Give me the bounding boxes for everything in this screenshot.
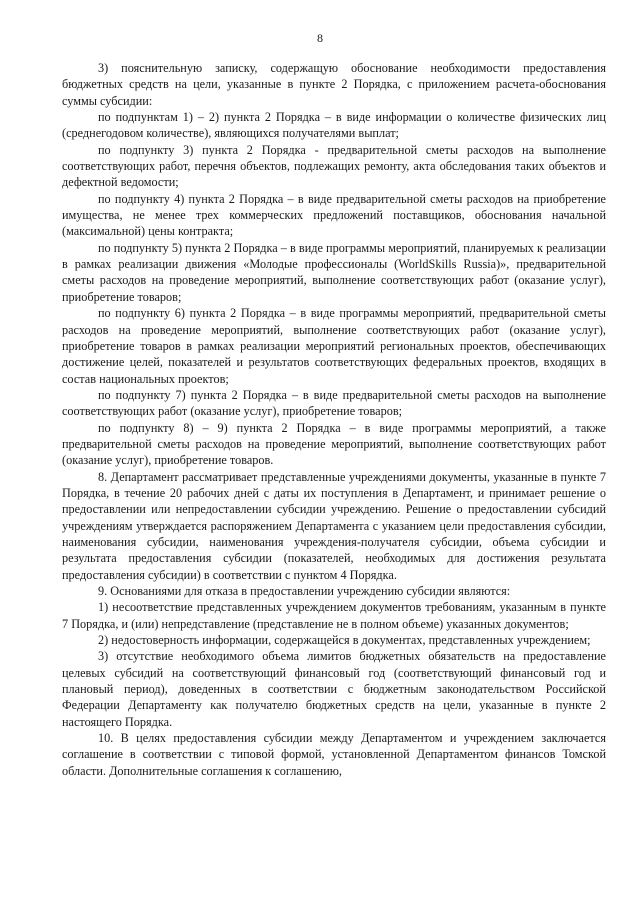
paragraph-subitem-6: по подпункту 6) пункта 2 Порядка – в виде программы мероприятий, предварительной сметы расходов на проведение мероприятий, выполнение соответствующих работ (оказание услуг), приобретение товаров в рамках реализации мероприятий региональных проектов, обеспечивающих достижение целей, показателей и результатов соответствующих федеральных проектов, входящих в состав национальных проектов; bbox=[62, 306, 606, 386]
paragraph-explanatory-note: 3) пояснительную записку, содержащую обоснование необходимости предоставления бюджетных средств на цели, указанные в пункте 2 Порядка, с приложением расчета-обоснования суммы субсидии: bbox=[62, 61, 606, 108]
paragraph-clause-10: 10. В целях предоставления субсидии между Департаментом и учреждением заключается соглашение в соответствии с типовой формой, установленной Департаментом финансов Томской области. Дополнительные соглашения к соглашению, bbox=[62, 731, 606, 778]
paragraph-subitems-1-2: по подпунктам 1) – 2) пункта 2 Порядка – в виде информации о количестве физических лиц (среднегодовом количестве), являющихся получателями выплат; bbox=[62, 110, 606, 141]
page-number: 8 bbox=[317, 31, 323, 45]
paragraph-clause-9: 9. Основаниями для отказа в предоставлении учреждению субсидии являются: bbox=[98, 584, 511, 598]
paragraph-subitems-8-9: по подпункту 8) – 9) пункта 2 Порядка – в виде программы мероприятий, а также предварительной сметы расходов на проведение мероприятий, выполнение соответствующих работ (оказание услуг), приобретение товаров. bbox=[62, 420, 606, 468]
paragraph-subitem-7: по подпункту 7) пункта 2 Порядка – в виде предварительной сметы расходов на выполнение соответствующих работ (оказание услуг), приобретение товаров; bbox=[62, 387, 606, 419]
paragraph-subitem-3: по подпункту 3) пункта 2 Порядка - предварительной сметы расходов на выполнение соответствующих работ, перечня объектов, подлежащих ремонту, акта обследования таких объектов и дефектной ведомости; bbox=[62, 142, 606, 190]
paragraph-refusal-reason-1: 1) несоответствие представленных учреждением документов требованиям, указанным в пункте 7 Порядка, и (или) непредставление (представление не в полном объеме) указанных документов; bbox=[62, 600, 606, 631]
paragraph-subitem-5: по подпункту 5) пункта 2 Порядка – в виде программы мероприятий, планируемых к реализации в рамках реализации движения «Молодые профессионалы (WorldSkills Russia)», предварительной сметы расходов на проведение мероприятий, выполнение соответствующих работ (оказание услуг), приобретение товаров; bbox=[62, 240, 606, 304]
paragraph-refusal-reason-2: 2) недостоверность информации, содержащейся в документах, представленных учреждением; bbox=[98, 633, 591, 648]
paragraph-refusal-reason-3: 3) отсутствие необходимого объема лимитов бюджетных обязательств на предоставление целевых субсидий на соответствующий финансовый год (соответствующий финансовый год и плановый период), доведенных в соответствии с бюджетным законодательством Российской Федерации Департаменту как получателю бюджетных средств на цели, указанные в пункте 2 настоящего Порядка. bbox=[62, 649, 606, 729]
document-body bbox=[62, 60, 606, 779]
paragraph-subitem-4: по подпункту 4) пункта 2 Порядка – в виде предварительной сметы расходов на приобретение имущества, не менее трех коммерческих предложений поставщиков, обоснования начальной (максимальной) цены контракта; bbox=[62, 191, 606, 239]
paragraph-clause-8: 8. Департамент рассматривает представленные учреждениями документы, указанные в пункте 7 Порядка, в течение 20 рабочих дней с даты их поступления в Департамент, и принимает решение о предоставлении или непредоставлении субсидии учреждению. Решение о предоставлении субсидий учреждениям утверждается распоряжением Департамента с указанием цели предоставления субсидии, наименования субсидии, наименования учреждения-получателя субсидии, объема субсидии и результата предоставления субсидии (показателей, необходимых для достижения результата предоставления субсидии) в соответствии с пунктом 4 Порядка. bbox=[62, 469, 606, 582]
